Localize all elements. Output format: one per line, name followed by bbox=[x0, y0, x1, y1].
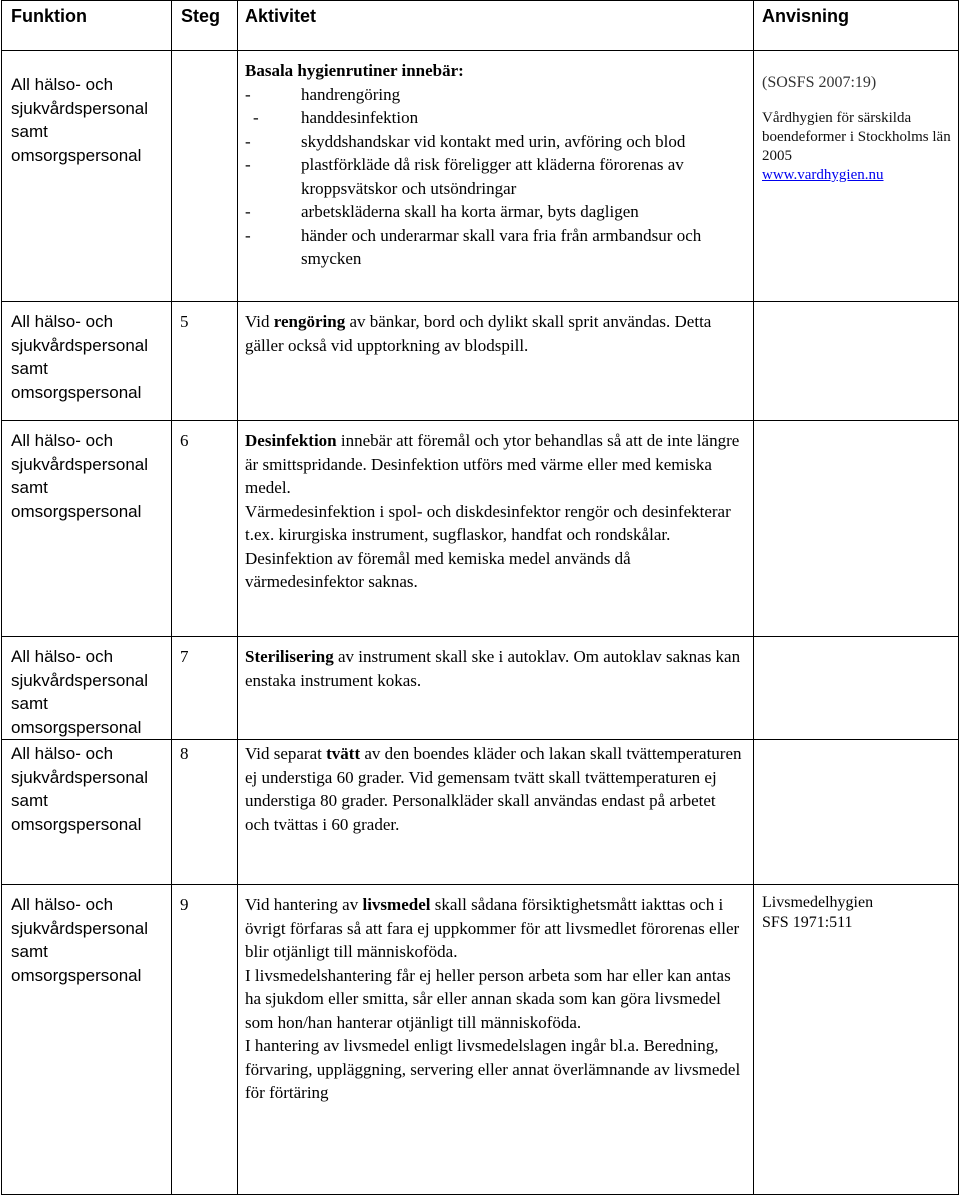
step-cell: 5 bbox=[172, 302, 238, 421]
guidance-cell bbox=[754, 51, 959, 302]
table-row bbox=[2, 51, 959, 302]
activity-cell: Desinfektion innebär att föremål och ytor behandlas så att de inte längre är smittspridande. Desinfektion utförs med värme eller med kemiska medel. Värmedesinfektion i spol- och diskdesinfektor rengör och desinfekterar t.ex. kirurgiska instrument, sugflaskor, handfat och rondskålar. Desinfektion av föremål med kemiska medel används då värmedesinfektor saknas. bbox=[238, 421, 754, 637]
guidance-link[interactable]: www.vardhygien.nu bbox=[762, 167, 884, 183]
step-cell bbox=[172, 51, 238, 302]
list-item: - skyddshandskar vid kontakt med urin, avföring och blod bbox=[245, 131, 686, 151]
table-row bbox=[2, 302, 959, 421]
routine-table bbox=[1, 0, 959, 1195]
guidance-title: Livsmedelhygien bbox=[762, 894, 874, 911]
table-row bbox=[2, 885, 959, 1195]
guidance-cell bbox=[754, 740, 959, 885]
header-guidance: Anvisning bbox=[754, 1, 959, 51]
header-activity: Aktivitet bbox=[238, 1, 754, 51]
activity-title: Basala hygienrutiner innebär: bbox=[245, 61, 464, 80]
function-cell: All hälso- och sjukvårdspersonal samt omsorgspersonal bbox=[2, 637, 172, 740]
header-row bbox=[2, 1, 959, 51]
guidance-source: Vårdhygien för särskilda boendeformer i Stockholms län 2005 bbox=[762, 110, 951, 164]
function-cell: All hälso- och sjukvårdspersonal samt omsorgspersonal bbox=[2, 51, 172, 302]
guidance-law: SFS 1971:511 bbox=[762, 914, 853, 931]
function-cell: All hälso- och sjukvårdspersonal samt omsorgspersonal bbox=[2, 885, 172, 1195]
guidance-cell bbox=[754, 302, 959, 421]
guidance-cell bbox=[754, 885, 959, 1195]
table-row bbox=[2, 637, 959, 740]
function-cell: All hälso- och sjukvårdspersonal samt omsorgspersonal bbox=[2, 421, 172, 637]
list-item: - händer och underarmar skall vara fria från armbandsur och smycken bbox=[245, 225, 702, 268]
guidance-cell bbox=[754, 421, 959, 637]
guidance-cell bbox=[754, 637, 959, 740]
hygiene-list bbox=[245, 83, 743, 271]
list-item: - handrengöring bbox=[245, 84, 401, 104]
list-item: - handdesinfektion bbox=[253, 108, 419, 127]
step-cell: 7 bbox=[172, 637, 238, 740]
header-step: Steg bbox=[172, 1, 238, 51]
list-item: - arbetskläderna skall ha korta ärmar, byts dagligen bbox=[245, 202, 639, 221]
table-row bbox=[2, 421, 959, 637]
header-function: Funktion bbox=[2, 1, 172, 51]
function-cell: All hälso- och sjukvårdspersonal samt omsorgspersonal bbox=[2, 740, 172, 885]
guidance-reference: (SOSFS 2007:19) bbox=[762, 74, 877, 91]
step-cell: 8 bbox=[172, 740, 238, 885]
activity-cell: Vid rengöring av bänkar, bord och dylikt skall sprit användas. Detta gäller också vid upptorkning av blodspill. bbox=[238, 302, 754, 421]
list-item: - plastförkläde då risk föreligger att kläderna förorenas av kroppsvätskor och utsöndringar bbox=[245, 155, 684, 198]
table-row bbox=[2, 740, 959, 885]
activity-cell: Vid hantering av livsmedel skall sådana försiktighetsmått iakttas och i övrigt förfaras så att fara ej uppkommer för att livsmedlet förorenas eller blir otjänligt till människoföda. I livsmedelshantering får ej heller person arbeta som har eller kan antas ha sjukdom eller smitta, sår eller annan skada som kan göra livsmedel som hon/han hanterar otjänligt till människoföda. I hantering av livsmedel enligt livsmedelslagen ingår bl.a. Beredning, förvaring, uppläggning, servering eller annat överlämnande av livsmedel för förtäring bbox=[238, 885, 754, 1195]
activity-cell bbox=[238, 51, 754, 302]
function-cell: All hälso- och sjukvårdspersonal samt omsorgspersonal bbox=[2, 302, 172, 421]
activity-cell: Sterilisering av instrument skall ske i autoklav. Om autoklav saknas kan enstaka instrument kokas. bbox=[238, 637, 754, 740]
step-cell: 6 bbox=[172, 421, 238, 637]
activity-cell: Vid separat tvätt av den boendes kläder och lakan skall tvättemperaturen ej understiga 60 grader. Vid gemensam tvätt skall tvättemperaturen ej understiga 80 grader. Personalkläder skall användas endast på arbetet och tvättas i 60 grader. bbox=[238, 740, 754, 885]
step-cell: 9 bbox=[172, 885, 238, 1195]
